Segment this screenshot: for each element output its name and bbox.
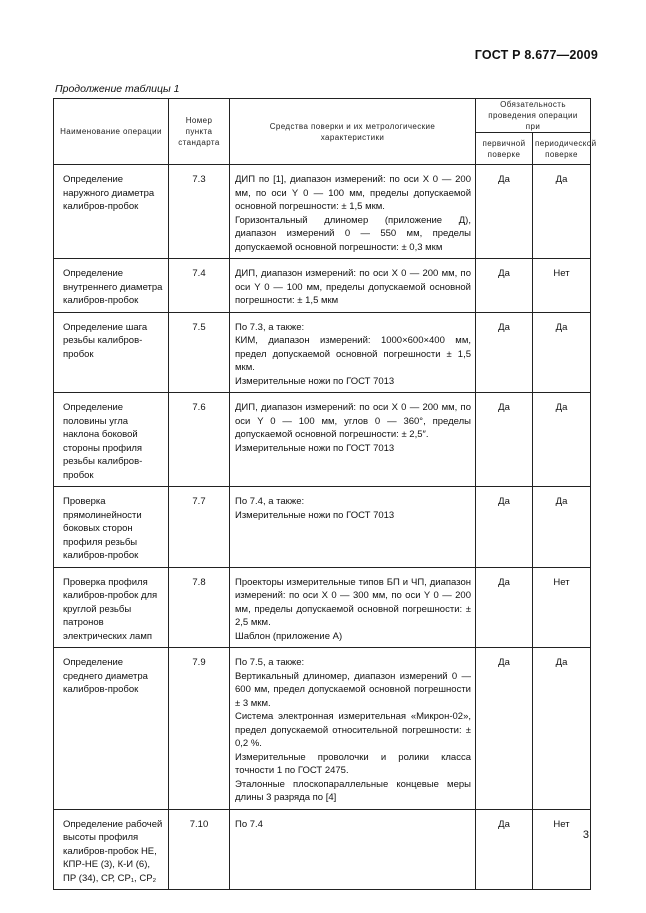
col-header-periodic: периодической поверке xyxy=(533,133,591,165)
means-line: Измерительные ножи по ГОСТ 7013 xyxy=(235,442,395,454)
means-line: Вертикальный длиномер, диапазон измерений 0 — 600 мм, предел допускаемой основной погрешности ± 3 мкм. xyxy=(235,670,471,709)
col-header-mandatory: Обязательность проведения операции при xyxy=(476,99,591,133)
page-number: 3 xyxy=(582,829,589,841)
primary-verification-cell: Да xyxy=(476,567,533,648)
clause-cell: 7.5 xyxy=(169,312,230,393)
means-line: По 7.4, а также: xyxy=(235,496,305,507)
periodic-verification-cell: Нет xyxy=(533,809,591,890)
operation-name-cell: Проверка профиля калибров-пробок для круглой резьбы патронов электрических ламп xyxy=(54,567,169,648)
verification-operations-table xyxy=(53,98,597,890)
table-row xyxy=(54,312,591,393)
document-code: ГОСТ Р 8.677—2009 xyxy=(474,48,598,62)
means-line: Система электронная измерительная «Микрон-02», предел допускаемой относительной погрешности: ± 0,2 %. xyxy=(235,711,471,749)
clause-cell: 7.8 xyxy=(169,567,230,648)
primary-verification-cell: Да xyxy=(476,648,533,810)
primary-verification-cell: Да xyxy=(476,312,533,393)
means-line: Эталонные плоскопараллельные концевые меры длины 3 разряда по [4] xyxy=(235,778,471,803)
periodic-verification-cell: Да xyxy=(533,165,591,259)
primary-verification-cell: Да xyxy=(476,487,533,568)
means-cell xyxy=(230,567,476,648)
means-cell xyxy=(230,259,476,313)
col-header-name: Наименование операции xyxy=(54,99,169,165)
table-row xyxy=(54,648,591,810)
primary-verification-cell: Да xyxy=(476,393,533,487)
means-line: Измерительные проволочки и ролики класса точности 1 по ГОСТ 2475. xyxy=(235,751,471,776)
col-header-clause: Номер пункта стандарта xyxy=(169,99,230,165)
clause-cell: 7.9 xyxy=(169,648,230,810)
means-cell xyxy=(230,312,476,393)
table-row xyxy=(54,393,591,487)
table-body xyxy=(54,165,591,890)
periodic-verification-cell: Да xyxy=(533,648,591,810)
operation-name-cell: Определение шага резьбы калибров-пробок xyxy=(54,312,169,393)
periodic-verification-cell: Да xyxy=(533,393,591,487)
table-row xyxy=(54,567,591,648)
col-header-primary: первичной поверке xyxy=(476,133,533,165)
means-cell xyxy=(230,648,476,810)
means-line: Измерительные ножи по ГОСТ 7013 xyxy=(235,375,395,387)
means-line: Измерительные ножи по ГОСТ 7013 xyxy=(235,509,395,521)
means-line: По 7.4 xyxy=(235,818,263,830)
primary-verification-cell: Да xyxy=(476,809,533,890)
means-line: По 7.5, а также: xyxy=(235,657,305,668)
means-line: ДИП по [1], диапазон измерений: по оси X 0 — 200 мм, по оси Y 0 — 100 мм, пределы допускаемой основной погрешности: ± 1,5 мкм. xyxy=(235,174,471,212)
table-row xyxy=(54,259,591,313)
col-header-means: Средства поверки и их метрологические характеристики xyxy=(230,99,476,165)
means-line: Горизонтальный длиномер (приложение Д), диапазон измерений 0 — 550 мм, пределы допускаемой основной погрешности: ± 0,3 мкм xyxy=(235,214,471,253)
table-row xyxy=(54,165,591,259)
operation-name-cell: Определение половины угла наклона боковой стороны профиля резьбы калибров-пробок xyxy=(54,393,169,487)
clause-cell: 7.10 xyxy=(169,809,230,890)
clause-cell: 7.3 xyxy=(169,165,230,259)
periodic-verification-cell: Да xyxy=(533,487,591,568)
means-line: КИМ, диапазон измерений: 1000×600×400 мм, предел допускаемой основной погрешности ± 1,5 мкм. xyxy=(235,335,471,373)
clause-cell: 7.6 xyxy=(169,393,230,487)
means-cell xyxy=(230,165,476,259)
operation-name-cell: Определение внутреннего диаметра калибров-пробок xyxy=(54,259,169,313)
periodic-verification-cell: Нет xyxy=(533,567,591,648)
operation-name-cell: Проверка прямолинейности боковых сторон профиля резьбы калибров-пробок xyxy=(54,487,169,568)
table-row xyxy=(54,487,591,568)
periodic-verification-cell: Нет xyxy=(533,259,591,313)
clause-cell: 7.7 xyxy=(169,487,230,568)
primary-verification-cell: Да xyxy=(476,165,533,259)
primary-verification-cell: Да xyxy=(476,259,533,313)
means-line: По 7.3, а также: xyxy=(235,321,305,333)
operation-name-cell: Определение среднего диаметра калибров-пробок xyxy=(54,648,169,810)
means-cell xyxy=(230,487,476,568)
operation-name-cell: Определение рабочей высоты профиля калибров-пробок НЕ, КПР-НЕ (3), К-И (6), ПР (34), СР, СР₁, СР₂ xyxy=(54,809,169,890)
means-cell xyxy=(230,393,476,487)
means-cell xyxy=(230,809,476,890)
means-line: ДИП, диапазон измерений: по оси X 0 — 200 мм, по оси Y 0 — 100 мм, углов 0 — 360°, пределы допускаемой основной погрешности: ± 2,5″. xyxy=(235,402,471,440)
means-line: Шаблон (приложение А) xyxy=(235,630,343,642)
means-line: ДИП, диапазон измерений: по оси X 0 — 200 мм, по оси Y 0 — 100 мм, пределы допускаемой основной погрешности: ± 1,5 мкм xyxy=(235,268,471,306)
operation-name-cell: Определение наружного диаметра калибров-пробок xyxy=(54,165,169,259)
periodic-verification-cell: Да xyxy=(533,312,591,393)
table-caption: Продолжение таблицы 1 xyxy=(55,83,180,95)
table-row xyxy=(54,809,591,890)
clause-cell: 7.4 xyxy=(169,259,230,313)
means-line: Проекторы измерительные типов БП и ЧП, диапазон измерений: по оси X 0 — 300 мм, по оси Y 0 — 200 мм, пределы допускаемой основной погрешности: ± 2,5 мкм. xyxy=(235,576,471,628)
